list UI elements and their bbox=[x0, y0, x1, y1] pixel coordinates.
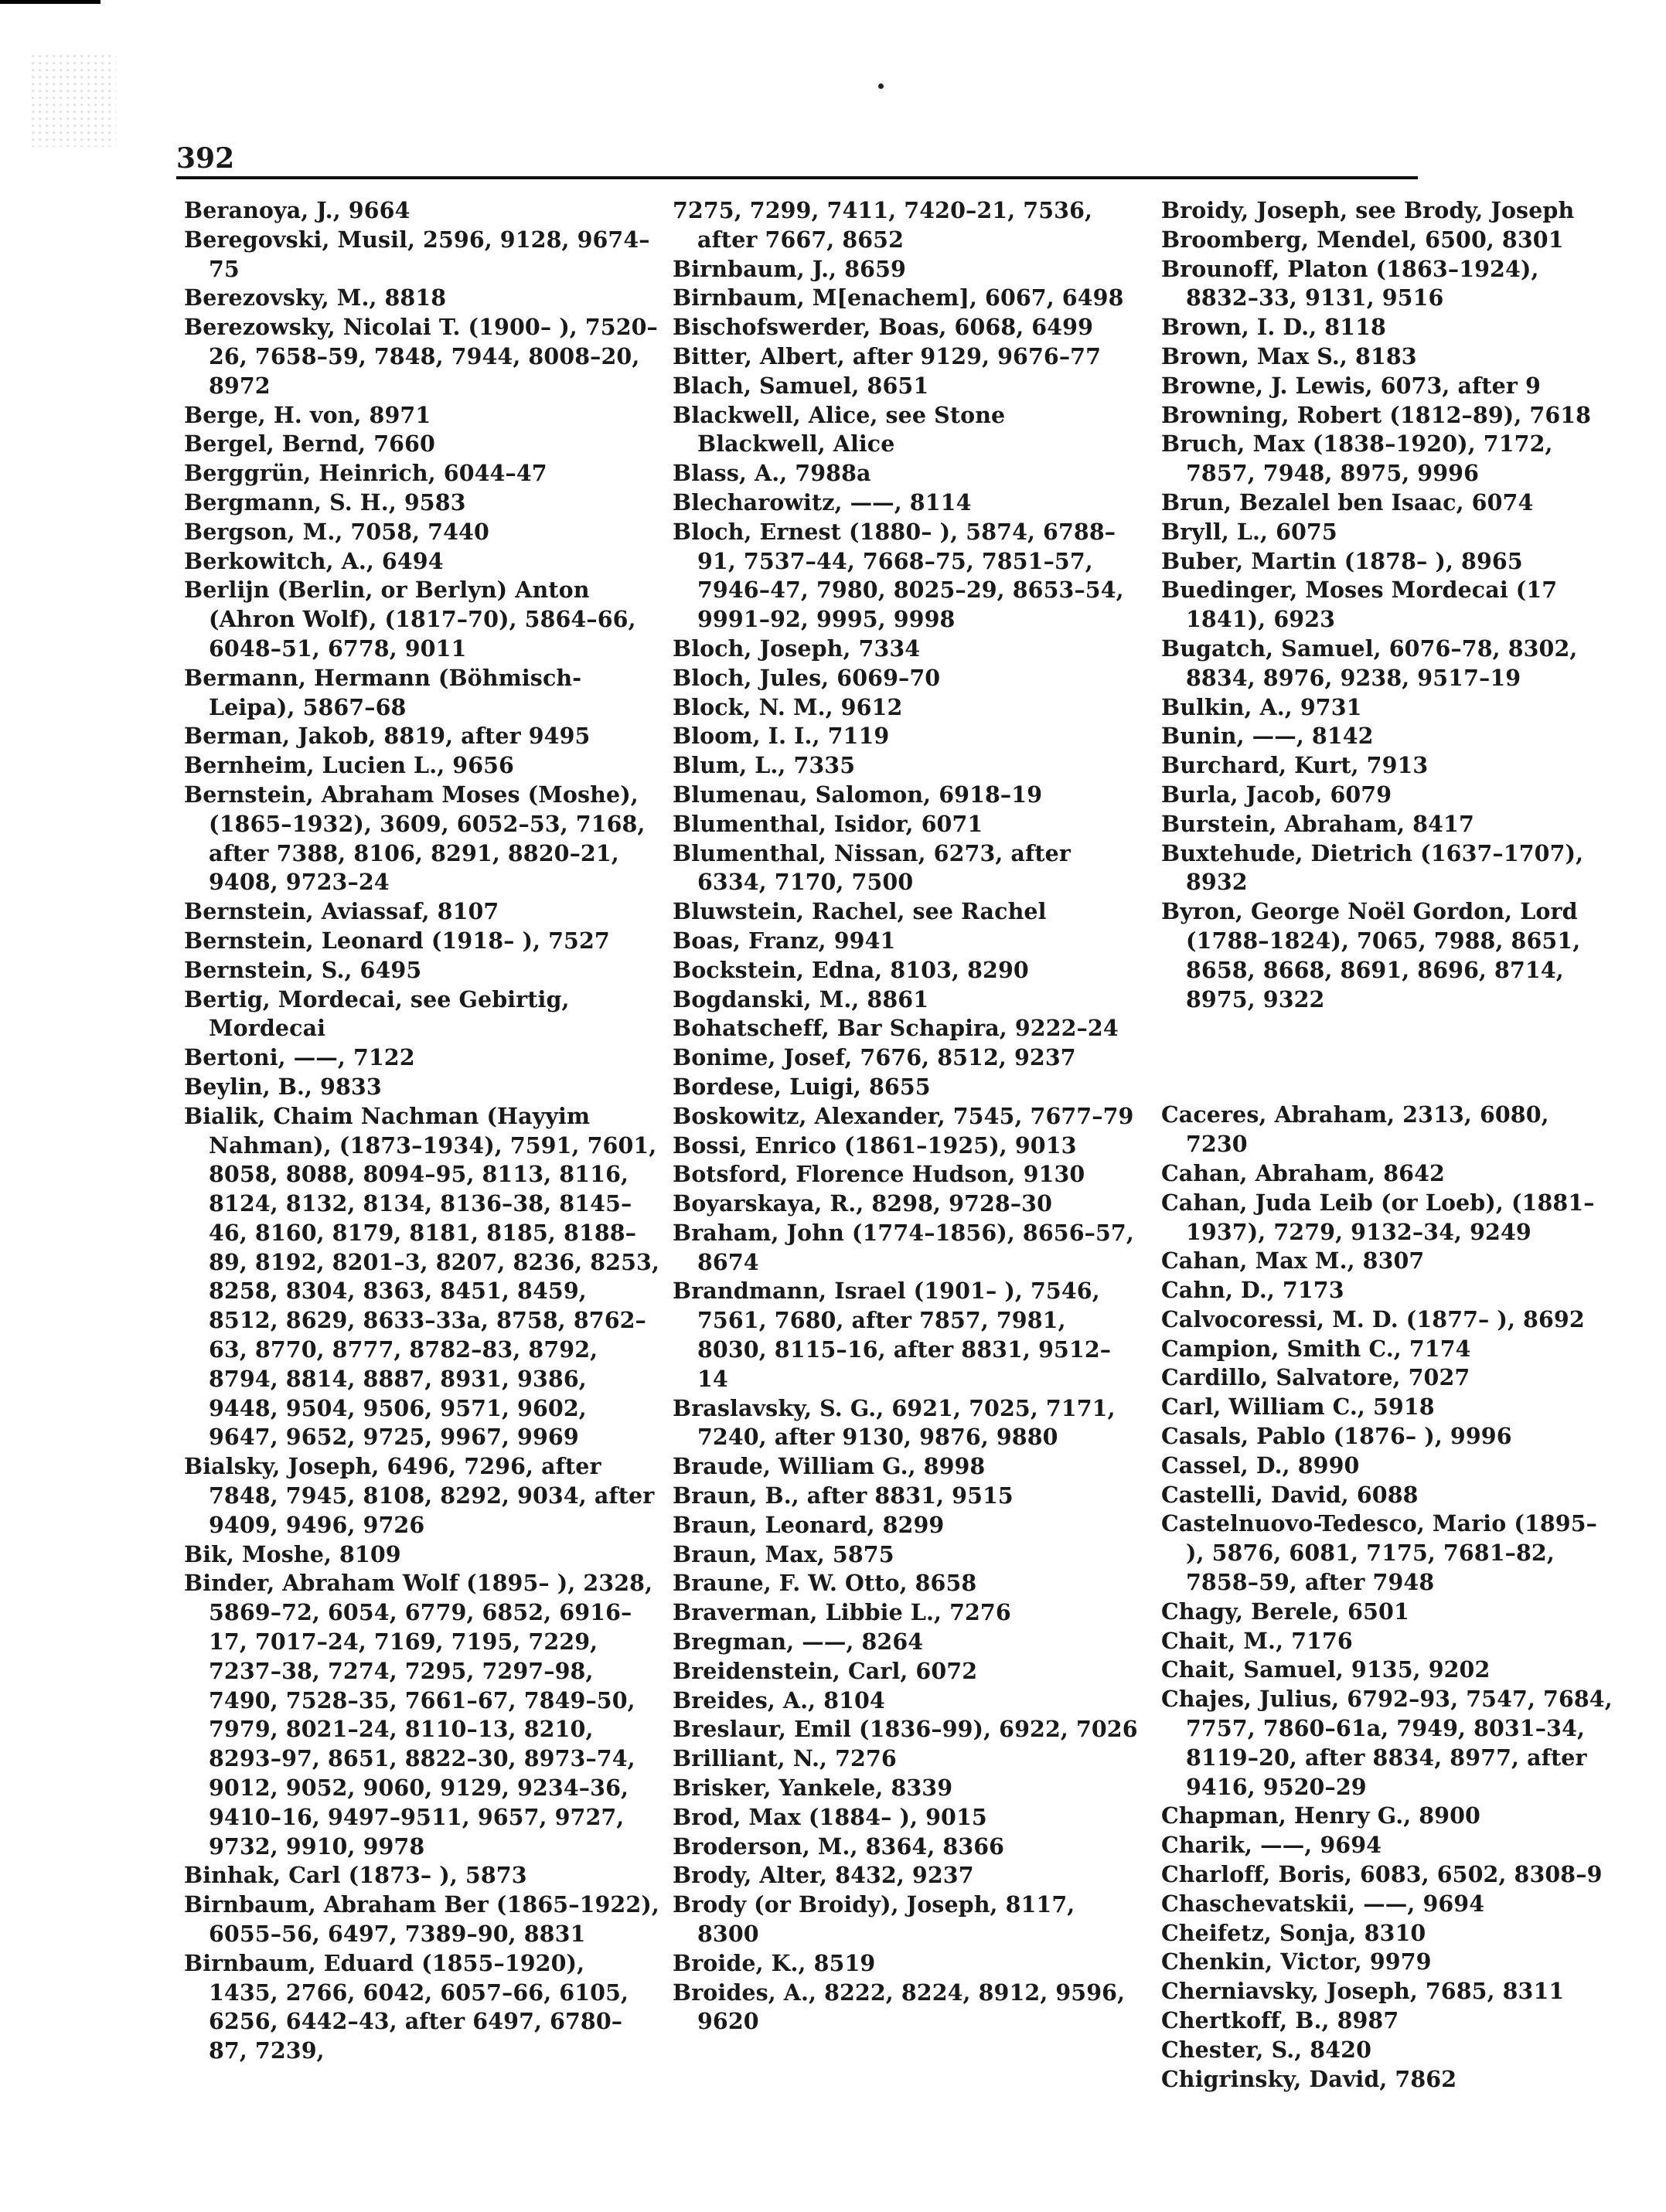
index-entry: Broomberg, Mendel, 6500, 8301 bbox=[1161, 226, 1564, 253]
letter-section-gap bbox=[1161, 1014, 1617, 1101]
index-entry: Chait, M., 7176 bbox=[1161, 1627, 1353, 1654]
index-entry: Boskowitz, Alexander, 7545, 7677–79 bbox=[673, 1102, 1134, 1129]
index-entry: Campion, Smith C., 7174 bbox=[1161, 1335, 1471, 1362]
index-entry: Birnbaum, Eduard (1855–1920), 1435, 2766, 6042, 6057–66, 6105, 6256, 6442–43, after 6497, 6780–87, 7239, bbox=[184, 1949, 629, 2064]
index-entry: Casals, Pablo (1876– ), 9996 bbox=[1161, 1423, 1512, 1450]
index-entry: Broidy, Joseph, see Brody, Joseph bbox=[1161, 197, 1575, 223]
index-entry: Bischofswerder, Boas, 6068, 6499 bbox=[673, 314, 1094, 341]
index-entry: Chajes, Julius, 6792–93, 7547, 7684, 7757, 7860–61a, 7949, 8031–34, 8119–20, after 8834, 8977, after 9416, 9520–29 bbox=[1161, 1686, 1613, 1800]
index-entry: Charik, ——, 9694 bbox=[1161, 1832, 1382, 1859]
index-entry: Birnbaum, Abraham Ber (1865–1922), 6055–56, 6497, 7389–90, 8831 bbox=[184, 1891, 659, 1948]
index-entry: Breidenstein, Carl, 6072 bbox=[673, 1657, 978, 1684]
index-entry: Braune, F. W. Otto, 8658 bbox=[673, 1570, 977, 1597]
index-entry: Berggrün, Heinrich, 6044–47 bbox=[184, 460, 547, 487]
index-entry: Bertig, Mordecai, see Gebirtig, Mordecai bbox=[184, 985, 570, 1042]
index-entry: Blumenthal, Nissan, 6273, after 6334, 7170, 7500 bbox=[673, 839, 1071, 896]
index-entry: Bonime, Josef, 7676, 8512, 9237 bbox=[673, 1044, 1076, 1071]
index-entry: Berkowitch, A., 6494 bbox=[184, 547, 444, 574]
index-entry: Brandmann, Israel (1901– ), 7546, 7561, 7680, after 7857, 7981, 8030, 8115–16, after 8831, 9512–14 bbox=[673, 1278, 1112, 1392]
index-entry: Bermann, Hermann (Böhmisch-Leipa), 5867–68 bbox=[184, 664, 582, 720]
index-entry: Boas, Franz, 9941 bbox=[673, 927, 896, 954]
index-entry: Bernstein, S., 6495 bbox=[184, 956, 422, 983]
index-entry: Burstein, Abraham, 8417 bbox=[1161, 810, 1474, 837]
index-entry: Buedinger, Moses Mordecai (17 1841), 6923 bbox=[1161, 577, 1558, 633]
index-entry: Bugatch, Samuel, 6076–78, 8302, 8834, 8976, 9238, 9517–19 bbox=[1161, 635, 1578, 691]
index-entry: Berman, Jakob, 8819, after 9495 bbox=[184, 723, 591, 750]
index-entry: Beranoya, J., 9664 bbox=[184, 197, 411, 223]
index-entry: Chigrinsky, David, 7862 bbox=[1161, 2065, 1457, 2092]
index-entry: Burchard, Kurt, 7913 bbox=[1161, 752, 1429, 779]
index-entry: Bulkin, A., 9731 bbox=[1161, 693, 1362, 720]
index-entry: Berezowsky, Nicolai T. (1900– ), 7520–26, 7658–59, 7848, 7944, 8008–20, 8972 bbox=[184, 314, 658, 399]
index-entry: Braun, Leonard, 8299 bbox=[673, 1511, 945, 1538]
index-entry: 7275, 7299, 7411, 7420–21, 7536, after 7667, 8652 bbox=[673, 197, 1093, 253]
index-entry: Bordese, Luigi, 8655 bbox=[673, 1073, 931, 1100]
index-entry: Chenkin, Victor, 9979 bbox=[1161, 1948, 1432, 1975]
index-entry: Charloff, Boris, 6083, 6502, 8308–9 bbox=[1161, 1861, 1603, 1888]
index-column-3 bbox=[1161, 196, 1617, 2094]
index-entry: Braun, B., after 8831, 9515 bbox=[673, 1482, 1014, 1509]
index-entry: Bloom, I. I., 7119 bbox=[673, 723, 890, 750]
index-entry: Brod, Max (1884– ), 9015 bbox=[673, 1803, 987, 1830]
index-entry: Block, N. M., 9612 bbox=[673, 693, 903, 720]
index-entry: Castelli, David, 6088 bbox=[1161, 1481, 1419, 1508]
index-entry: Bertoni, ——, 7122 bbox=[184, 1044, 415, 1071]
index-entry: Brody (or Broidy), Joseph, 8117, 8300 bbox=[673, 1891, 1075, 1948]
index-entry: Caceres, Abraham, 2313, 6080, 7230 bbox=[1161, 1101, 1549, 1158]
index-entry: Breslaur, Emil (1836–99), 6922, 7026 bbox=[673, 1716, 1138, 1743]
index-entry: Bregman, ——, 8264 bbox=[673, 1628, 924, 1656]
header-rule bbox=[176, 176, 1418, 179]
index-entry: Cahan, Abraham, 8642 bbox=[1161, 1159, 1445, 1186]
index-entry: Brisker, Yankele, 8339 bbox=[673, 1775, 953, 1802]
index-entry: Botsford, Florence Hudson, 9130 bbox=[673, 1161, 1085, 1188]
index-entry: Chait, Samuel, 9135, 9202 bbox=[1161, 1656, 1491, 1683]
index-entry: Beregovski, Musil, 2596, 9128, 9674–75 bbox=[184, 226, 650, 282]
index-entry: Castelnuovo-Tedesco, Mario (1895– ), 5876, 6081, 7175, 7681–82, 7858–59, after 7948 bbox=[1161, 1510, 1597, 1596]
index-entry: Browning, Robert (1812–89), 7618 bbox=[1161, 401, 1592, 428]
index-entry: Brown, Max S., 8183 bbox=[1161, 342, 1417, 369]
index-entry: Boyarskaya, R., 8298, 9728–30 bbox=[673, 1190, 1053, 1217]
index-entry: Burla, Jacob, 6079 bbox=[1161, 781, 1392, 808]
index-entry: Cheifetz, Sonja, 8310 bbox=[1161, 1919, 1426, 1946]
index-entry: Birnbaum, J., 8659 bbox=[673, 255, 906, 282]
index-entry: Broide, K., 8519 bbox=[673, 1949, 876, 1976]
index-entry: Blackwell, Alice, see Stone Blackwell, Alice bbox=[673, 401, 1006, 458]
index-column-2 bbox=[673, 196, 1141, 2037]
index-entry: Bitter, Albert, after 9129, 9676–77 bbox=[673, 342, 1102, 369]
index-entry: Braun, Max, 5875 bbox=[673, 1540, 894, 1567]
index-entry: Birnbaum, M[enachem], 6067, 6498 bbox=[673, 284, 1124, 311]
index-entry: Binhak, Carl (1873– ), 5873 bbox=[184, 1862, 527, 1889]
page-number: 392 bbox=[176, 142, 235, 175]
index-entry: Bik, Moshe, 8109 bbox=[184, 1540, 401, 1567]
index-entry: Brun, Bezalel ben Isaac, 6074 bbox=[1161, 488, 1534, 516]
index-entry: Bialsky, Joseph, 6496, 7296, after 7848, 7945, 8108, 8292, 9034, after 9409, 9496, 9726 bbox=[184, 1453, 655, 1538]
scan-dot bbox=[878, 83, 884, 89]
index-entry: Cassel, D., 8990 bbox=[1161, 1451, 1360, 1479]
index-entry: Calvocoressi, M. D. (1877– ), 8692 bbox=[1161, 1305, 1585, 1332]
index-entry: Brilliant, N., 7276 bbox=[673, 1745, 897, 1772]
index-entry: Bergmann, S. H., 9583 bbox=[184, 488, 466, 516]
index-column-1 bbox=[184, 196, 660, 2066]
index-entry: Bernstein, Aviassaf, 8107 bbox=[184, 898, 499, 925]
index-entry: Bluwstein, Rachel, see Rachel bbox=[673, 898, 1047, 925]
index-entry: Bloch, Jules, 6069–70 bbox=[673, 664, 941, 691]
index-entry: Bryll, L., 6075 bbox=[1161, 518, 1337, 545]
index-entry: Beylin, B., 9833 bbox=[184, 1073, 382, 1100]
top-edge-rule bbox=[0, 0, 101, 4]
index-entry: Blecharowitz, ——, 8114 bbox=[673, 488, 972, 516]
index-entry: Cardillo, Salvatore, 7027 bbox=[1161, 1364, 1470, 1391]
index-entry: Broides, A., 8222, 8224, 8912, 9596, 9620 bbox=[673, 1979, 1126, 2035]
index-entry: Bergson, M., 7058, 7440 bbox=[184, 518, 489, 545]
index-entry: Chertkoff, B., 8987 bbox=[1161, 2007, 1399, 2034]
index-entry: Brown, I. D., 8118 bbox=[1161, 314, 1386, 341]
index-entry: Bockstein, Edna, 8103, 8290 bbox=[673, 956, 1029, 983]
index-entry: Breides, A., 8104 bbox=[673, 1686, 885, 1713]
index-entry: Bohatscheff, Bar Schapira, 9222–24 bbox=[673, 1015, 1119, 1042]
index-entry: Braslavsky, S. G., 6921, 7025, 7171, 7240, after 9130, 9876, 9880 bbox=[673, 1394, 1116, 1451]
index-entry: Brody, Alter, 8432, 9237 bbox=[673, 1862, 974, 1889]
index-entry: Cahn, D., 7173 bbox=[1161, 1277, 1344, 1304]
index-entry: Blach, Samuel, 8651 bbox=[673, 372, 929, 399]
index-entry: Blumenthal, Isidor, 6071 bbox=[673, 810, 983, 837]
index-entry: Bogdanski, M., 8861 bbox=[673, 985, 929, 1012]
index-entry: Brounoff, Platon (1863–1924), 8832–33, 9131, 9516 bbox=[1161, 255, 1539, 311]
index-entry: Bialik, Chaim Nachman (Hayyim Nahman), (1873–1934), 7591, 7601, 8058, 8088, 8094–95, 8113, 8116, 8124, 8132, 8134, 8136–38, 8145–46, 8160, 8179, 8181, 8185, 8188–89, 8192, 8201–3, 8207, 8236, 8253, 8258, 8304, 8363, 8451, 8459, 8512, 8629, 8633–33a, 8758, 8762–63, 8770, 8777, 8782–83, 8792, 8794, 8814, 8887, 8931, 9386, 9448, 9504, 9506, 9571, 9602, 9647, 9652, 9725, 9967, 9969 bbox=[184, 1102, 659, 1451]
index-entry: Byron, George Noël Gordon, Lord (1788–1824), 7065, 7988, 8651, 8658, 8668, 8691, 8696, 8714, 8975, 9322 bbox=[1161, 898, 1581, 1012]
index-entry: Chapman, Henry G., 8900 bbox=[1161, 1802, 1480, 1829]
index-entry: Berezovsky, M., 8818 bbox=[184, 284, 447, 311]
index-entry: Bernstein, Abraham Moses (Moshe), (1865–1932), 3609, 6052–53, 7168, after 7388, 8106, 8291, 8820–21, 9408, 9723–24 bbox=[184, 781, 646, 896]
index-entry: Berlijn (Berlin, or Berlyn) Anton (Ahron Wolf), (1817–70), 5864–66, 6048–51, 6778, 9011 bbox=[184, 577, 636, 662]
index-entry: Chester, S., 8420 bbox=[1161, 2036, 1372, 2063]
index-entry: Cahan, Juda Leib (or Loeb), (1881–1937), 7279, 9132–34, 9249 bbox=[1161, 1189, 1595, 1245]
index-entry: Berge, H. von, 8971 bbox=[184, 401, 431, 428]
index-entry: Bergel, Bernd, 7660 bbox=[184, 430, 435, 458]
index-entry: Bruch, Max (1838–1920), 7172, 7857, 7948, 8975, 9996 bbox=[1161, 430, 1553, 487]
index-entry: Braham, John (1774–1856), 8656–57, 8674 bbox=[673, 1219, 1134, 1275]
index-entry: Bossi, Enrico (1861–1925), 9013 bbox=[673, 1132, 1077, 1159]
index-entry: Browne, J. Lewis, 6073, after 9 bbox=[1161, 372, 1541, 399]
index-entry: Chagy, Berele, 6501 bbox=[1161, 1598, 1409, 1625]
index-entry: Bernstein, Leonard (1918– ), 7527 bbox=[184, 927, 610, 954]
index-entry: Bunin, ——, 8142 bbox=[1161, 723, 1374, 750]
scan-speckle bbox=[31, 54, 116, 147]
index-entry: Blass, A., 7988a bbox=[673, 460, 871, 487]
index-entry: Bernheim, Lucien L., 9656 bbox=[184, 752, 514, 779]
index-entry: Carl, William C., 5918 bbox=[1161, 1394, 1435, 1421]
index-entry: Cherniavsky, Joseph, 7685, 8311 bbox=[1161, 1978, 1565, 2005]
index-entry: Braude, William G., 8998 bbox=[673, 1453, 986, 1480]
index-entry: Blumenau, Salomon, 6918–19 bbox=[673, 781, 1043, 808]
index-entry: Chaschevatskii, ——, 9694 bbox=[1161, 1890, 1485, 1917]
index-entry: Binder, Abraham Wolf (1895– ), 2328, 5869–72, 6054, 6779, 6852, 6916–17, 7017–24, 7169, 7195, 7229, 7237–38, 7274, 7295, 7297–98, 7490, 7528–35, 7661–67, 7849–50, 7979, 8021–24, 8110–13, 8210, 8293–97, 8651, 8822–30, 8973–74, 9012, 9052, 9060, 9129, 9234–36, 9410–16, 9497–9511, 9657, 9727, 9732, 9910, 9978 bbox=[184, 1570, 653, 1860]
index-entry: Bloch, Ernest (1880– ), 5874, 6788–91, 7537–44, 7668–75, 7851–57, 7946–47, 7980, 8025–29, 8653–54, 9991–92, 9995, 9998 bbox=[673, 518, 1124, 633]
index-entry: Cahan, Max M., 8307 bbox=[1161, 1247, 1425, 1274]
index-entry: Braverman, Libbie L., 7276 bbox=[673, 1599, 1011, 1626]
index-entry: Buber, Martin (1878– ), 8965 bbox=[1161, 547, 1523, 574]
index-entry: Bloch, Joseph, 7334 bbox=[673, 635, 921, 662]
index-entry: Buxtehude, Dietrich (1637–1707), 8932 bbox=[1161, 839, 1584, 896]
index-entry: Broderson, M., 8364, 8366 bbox=[673, 1833, 1005, 1860]
index-entry: Blum, L., 7335 bbox=[673, 752, 856, 779]
